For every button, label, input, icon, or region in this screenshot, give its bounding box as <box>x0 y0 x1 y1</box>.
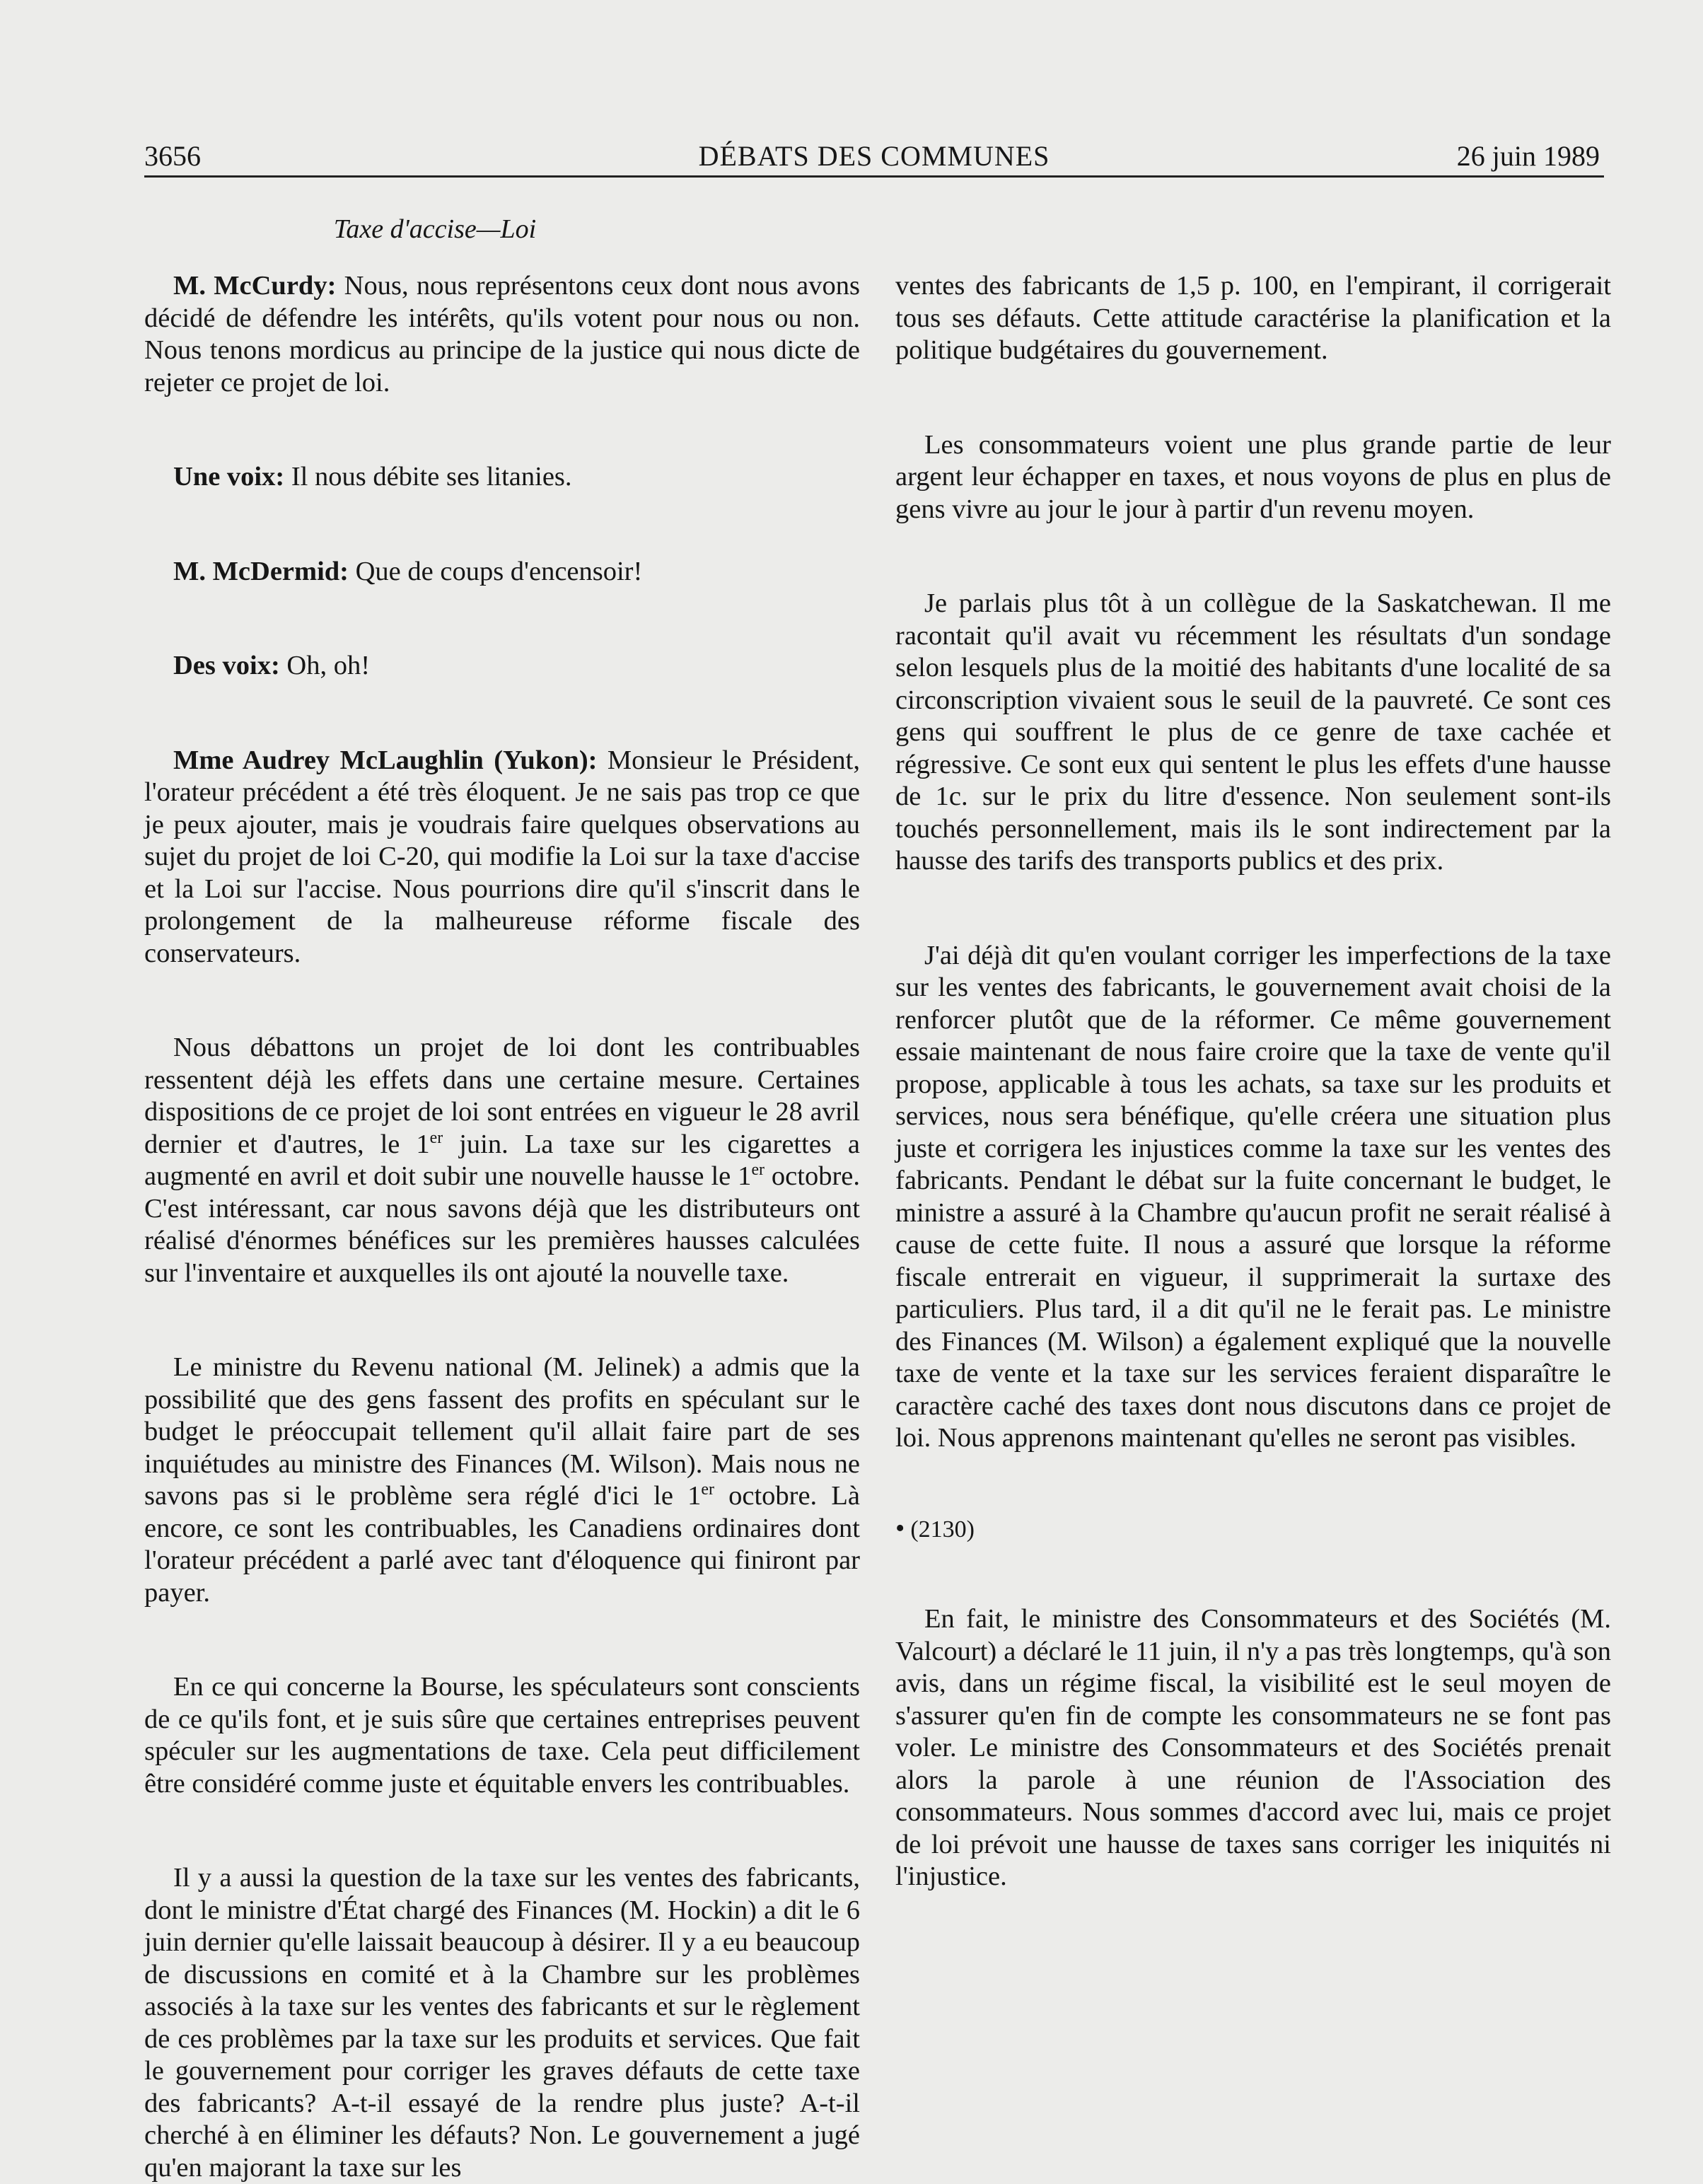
speaker-name: M. McCurdy: <box>173 271 337 301</box>
text-run: Nous débattons un projet de loi dont les contribuables ressentent déjà les effets dans une certaine mesure. Certaines dispositions de ce projet de loi sont entrées en vigueur le 28 avril dernier et d'autres, le 1 <box>144 1033 860 1159</box>
speaker-name: M. McDermid: <box>173 556 349 586</box>
body-paragraph: J'ai déjà dit qu'en voulant corriger les imperfections de la taxe sur les ventes des fabricants, le gouvernement avait choisi de la renforcer plutôt que de la réformer. Ce même gouvernement essaie maintenant de nous faire croire que la taxe de vente qu'il propose, applicable à tous les achats, sa taxe sur les produits et services, nous sera bénéfique, qu'elle créera une situation plus juste et corrigera les injustices comme la taxe sur les ventes des fabricants. Pendant le débat sur la fuite concernant le budget, le ministre a assuré à la Chambre qu'aucun profit ne serait réalisé à cause de cette fuite. Il nous a assuré que lorsque la réforme fiscale entrerait en vigueur, il supprimerait la surtaxe des particuliers. Plus tard, il a dit qu'il ne le ferait pas. Le ministre des Finances (M. Wilson) a également expliqué que la nouvelle taxe de vente et la taxe sur les services feraient disparaître le caractère caché des taxes dont nous discutons dans ce projet de loi. Nous apprenons maintenant qu'elles ne seront pas visibles. <box>895 940 1611 1453</box>
speech-text: Que de coups d'encensoir! <box>349 556 643 586</box>
body-paragraph <box>144 1032 860 1289</box>
speech-paragraph <box>144 745 860 970</box>
speech-text: Nous, nous représentons ceux dont nous avons décidé de défendre les intérêts, qu'ils votent pour nous ou non. Nous tenons mordicus au principe de la justice qui nous dicte de rejeter ce projet de loi. <box>144 271 860 397</box>
body-paragraph: En fait, le ministre des Consommateurs et des Sociétés (M. Valcourt) a déclaré le 11 juin, il n'y a pas très longtemps, qu'à son avis, dans un régime fiscal, la visibilité est le seul moyen de s'assurer qu'en fin de compte les consommateurs ne se font pas voler. Le ministre des Consommateurs et des Sociétés prenait alors la parole à une réunion de l'Association des consommateurs. Nous sommes d'accord avec lui, mais ce projet de loi prévoit une hausse de taxes sans corriger les iniquités ni l'injustice. <box>895 1604 1611 1891</box>
text-run: Le ministre du Revenu national (M. Jelinek) a admis que la possibilité que des gens fassent des profits en spéculant sur le budget le préoccupait tellement qu'il allait faire part de ses inquiétudes au ministre des Finances (M. Wilson). Mais nous ne savons pas si le problème sera réglé d'ici le 1 <box>144 1352 860 1511</box>
publication-title: DÉBATS DES COMMUNES <box>698 140 1050 172</box>
text-run: octobre. C'est intéressant, car nous savons déjà que les distributeurs ont réalisé d'énormes bénéfices sur les premières hausses calculées sur l'inventaire et auxquelles ils ont ajouté la nouvelle taxe. <box>144 1161 860 1288</box>
body-paragraph: Je parlais plus tôt à un collègue de la Saskatchewan. Il me racontait qu'il avait vu récemment les résultats d'un sondage selon lesquels plus de la moitié des habitants d'une localité de sa circonscription vivaient sous le seuil de la pauvreté. Ce sont ces gens qui souffrent le plus de ce genre de taxe cachée et régressive. Ce sont eux qui sentent le plus les effets d'une hausse de 1c. sur le prix du litre d'essence. Non seulement sont-ils touchés personnellement, mais ils le sont indirectement par la hausse des tarifs des transports publics et des prix. <box>895 588 1611 876</box>
speaker-name: Une voix: <box>173 462 285 492</box>
speech-paragraph <box>144 650 860 682</box>
speech-text: Il nous débite ses litanies. <box>284 462 572 492</box>
speaker-name: Mme Audrey McLaughlin (Yukon): <box>173 745 598 775</box>
subject-heading: Taxe d'accise—Loi <box>333 214 537 244</box>
ordinal-suffix: er <box>429 1128 443 1147</box>
text-run: octobre. Là encore, ce sont les contribuables, les Canadiens ordinaires dont l'orateur précédent a parlé avec tant d'éloquence qui finiront par payer. <box>144 1481 860 1608</box>
bullet-icon: • <box>895 1513 905 1543</box>
right-column <box>895 270 1611 1893</box>
body-paragraph: Les consommateurs voient une plus grande partie de leur argent leur échapper en taxes, et nous voyons de plus en plus de gens vivre au jour le jour à partir d'un revenu moyen. <box>895 429 1611 524</box>
speech-paragraph <box>144 461 860 494</box>
speech-paragraph <box>144 556 860 588</box>
speech-text: Monsieur le Président, l'orateur précédent a été très éloquent. Je ne sais pas trop ce que je peux ajouter, mais je voudrais faire quelques observations au sujet du projet de loi C-20, qui modifie la Loi sur la taxe d'accise et la Loi sur l'accise. Nous pourrions dire qu'il s'inscrit dans le prolongement de la malheureuse réforme fiscale des conservateurs. <box>144 745 861 968</box>
speech-paragraph <box>144 270 860 399</box>
left-column <box>144 270 860 2184</box>
time-marker <box>895 1513 1611 1546</box>
ordinal-suffix: er <box>751 1161 765 1180</box>
speech-text: Oh, oh! <box>279 651 371 680</box>
page-header <box>144 139 1604 178</box>
publication-date: 26 juin 1989 <box>1456 140 1600 172</box>
body-paragraph: ventes des fabricants de 1,5 p. 100, en l'empirant, il corrigerait tous ses défauts. Cette attitude caractérise la planification et la politique budgétaires du gouvernement. <box>895 271 1611 365</box>
body-paragraph <box>144 1352 860 1609</box>
text-run: juin. La taxe sur les cigarettes a augmenté en avril et doit subir une nouvelle hausse le 1 <box>144 1129 860 1191</box>
body-paragraph: Il y a aussi la question de la taxe sur les ventes des fabricants, dont le ministre d'État chargé des Finances (M. Hockin) a dit le 6 juin dernier qu'elle laissait beaucoup à désirer. Il y a eu beaucoup de discussions en comité et à la Chambre sur les problèmes associés à la taxe sur les ventes des fabricants et sur le règlement de ces problèmes par la taxe sur les produits et services. Que fait le gouvernement pour corriger les graves défauts de cette taxe des fabricants? A-t-il essayé de la rendre plus juste? A-t-il cherché à en éliminer les défauts? Non. Le gouvernement a jugé qu'en majorant la taxe sur les <box>144 1863 860 2183</box>
time-marker-text: (2130) <box>910 1516 975 1543</box>
speaker-name: Des voix: <box>173 651 280 680</box>
page-number: 3656 <box>144 140 201 172</box>
body-paragraph: En ce qui concerne la Bourse, les spéculateurs sont conscients de ce qu'ils font, et je suis sûre que certaines entreprises peuvent spéculer sur les augmentations de taxe. Cela peut difficilement être considéré comme juste et équitable envers les contribuables. <box>144 1672 860 1799</box>
ordinal-suffix: er <box>701 1480 714 1499</box>
